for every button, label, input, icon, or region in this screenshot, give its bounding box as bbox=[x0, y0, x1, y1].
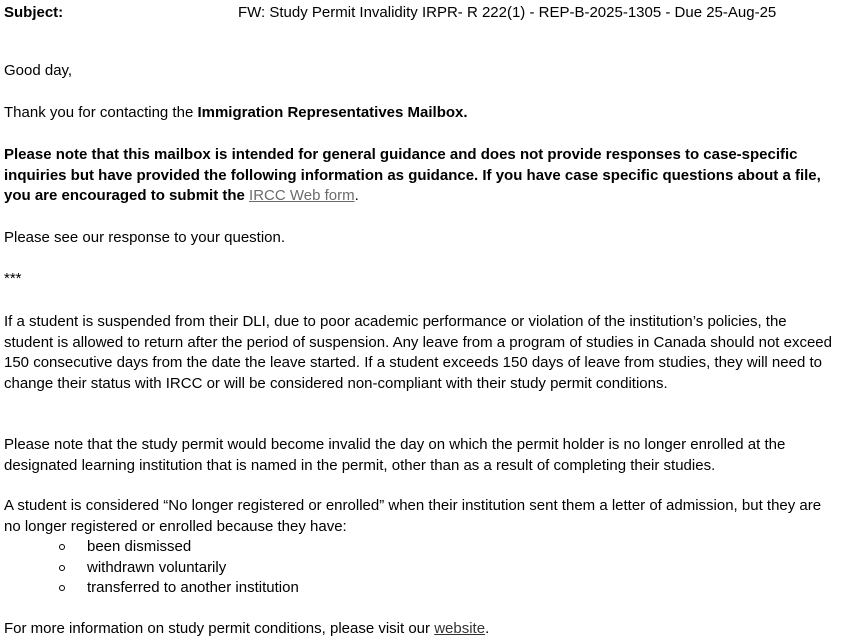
list-item bbox=[4, 558, 834, 579]
subject-value: FW: Study Permit Invalidity IRPR- R 222(1) - REP-B-2025-1305 - Due 25-Aug-25 bbox=[238, 4, 777, 21]
list-item bbox=[4, 578, 834, 599]
list-item-text: been dismissed bbox=[87, 538, 192, 555]
see-response-text: Please see our response to your question. bbox=[4, 229, 286, 246]
ircc-web-form-link[interactable]: IRCC Web form bbox=[249, 187, 355, 204]
website-link[interactable]: website bbox=[434, 620, 486, 637]
hollow-bullet-icon bbox=[59, 565, 65, 571]
notice-end: . bbox=[354, 187, 359, 204]
reasons-list bbox=[4, 537, 834, 599]
suspension-paragraph: If a student is suspended from their DLI, due to poor academic performance or violation of the institution’s policies, the student is allowed to return after the period of suspension. Any leave from a program of studies in Canada should not exceed 150 consecutive days from the date the leave started. If a student exceeds 150 days of leave from studies, they will need to change their status with IRCC or will be considered non-compliant with their study permit conditions. bbox=[4, 313, 832, 392]
list-item-text: transferred to another institution bbox=[87, 579, 299, 596]
list-item-text: withdrawn voluntarily bbox=[87, 558, 227, 576]
subject-row bbox=[4, 3, 834, 23]
thanks-paragraph bbox=[4, 103, 834, 124]
hollow-bullet-icon bbox=[59, 585, 65, 591]
more-info-text: For more information on study permit conditions, please visit our bbox=[4, 620, 435, 637]
more-info-end: . bbox=[485, 620, 490, 637]
notice-text: Please note that this mailbox is intended for general guidance and does not provide responses to case-specific inquiries but have provided the following information as guidance. If you have case specific questions about a file, you are encouraged to submit the bbox=[4, 146, 821, 204]
notice-paragraph bbox=[4, 145, 834, 207]
list-item bbox=[4, 537, 834, 558]
invalidity-paragraph: Please note that the study permit would become invalid the day on which the permit holder is no longer enrolled at the designated learning institution that is named in the permit, other than as a result of completing their studies. bbox=[4, 436, 786, 474]
hollow-bullet-icon bbox=[59, 544, 65, 550]
greeting: Good day, bbox=[4, 62, 73, 79]
thanks-text: Thank you for contacting the bbox=[4, 104, 198, 121]
separator: *** bbox=[4, 270, 22, 287]
mailbox-name: Immigration Representatives Mailbox. bbox=[197, 104, 468, 121]
subject-label: Subject: bbox=[4, 4, 64, 21]
registered-paragraph: A student is considered “No longer registered or enrolled” when their institution sent them a letter of admission, but they are no longer registered or enrolled because they have: bbox=[4, 497, 822, 535]
more-info-paragraph bbox=[4, 619, 834, 640]
